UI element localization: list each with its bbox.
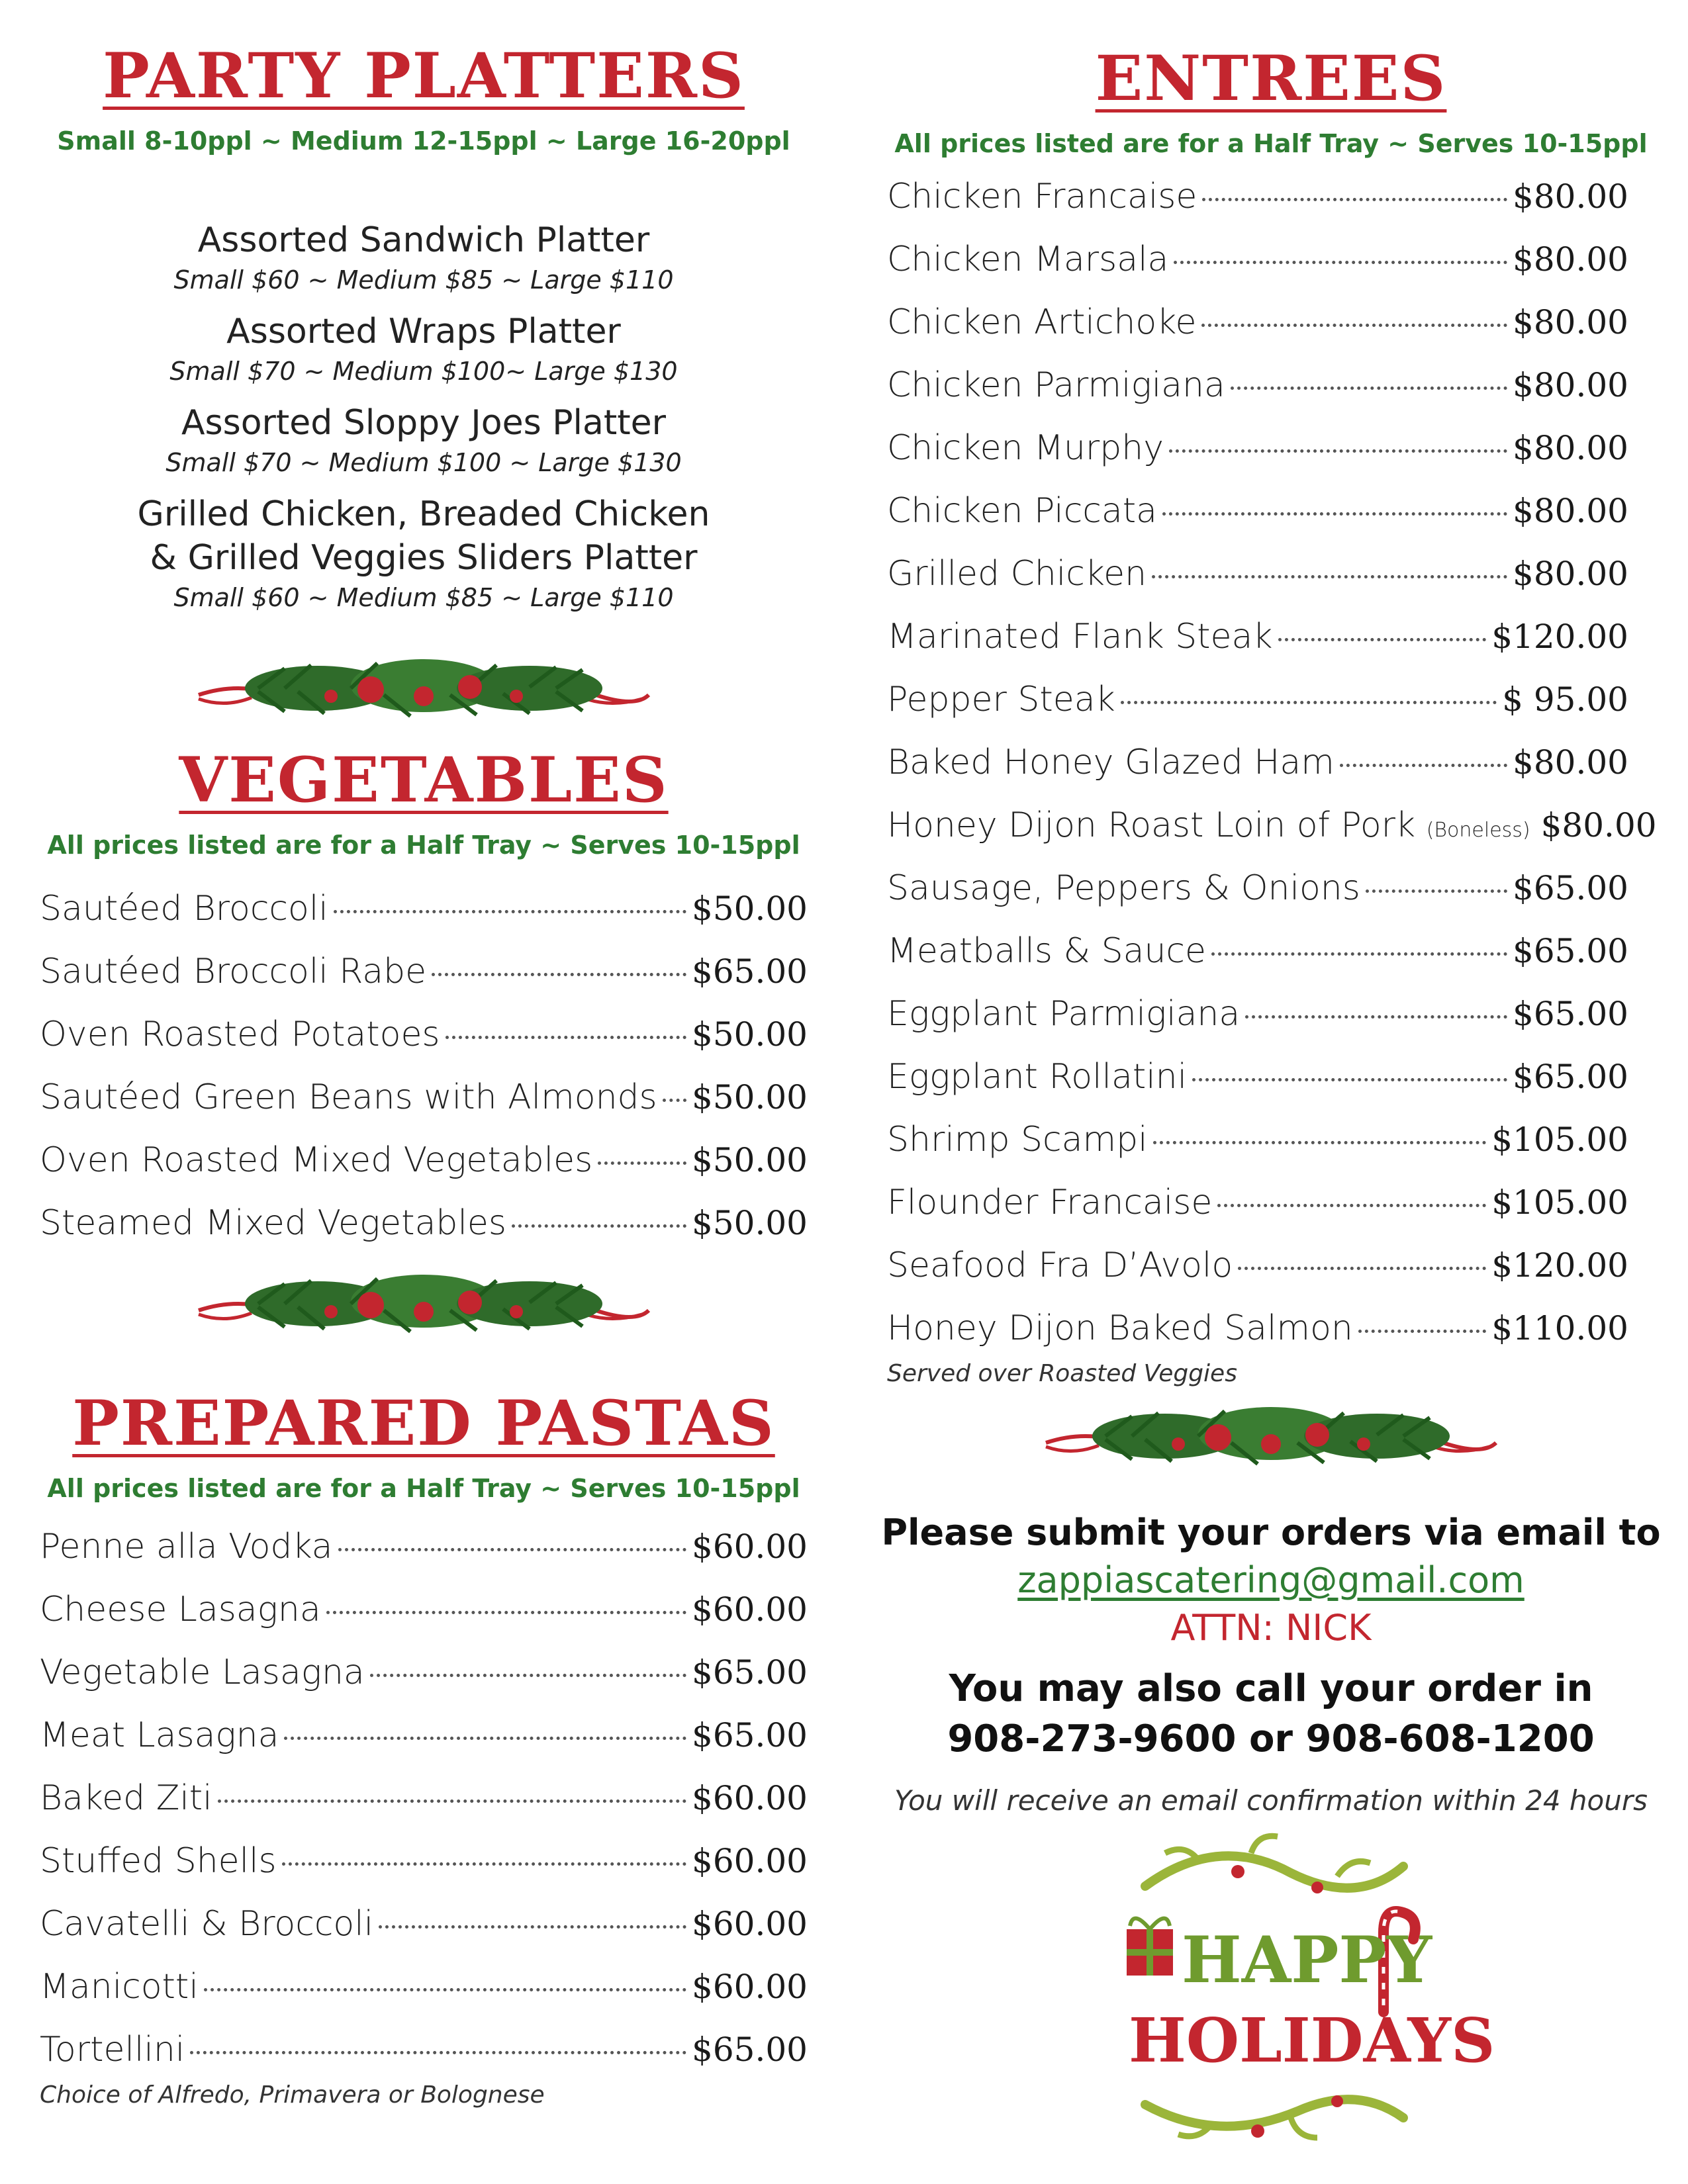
salmon-note: Served over Roasted Veggies [887, 1360, 1237, 1387]
dot-leader [663, 1099, 686, 1102]
dot-leader [284, 1737, 686, 1740]
entrees-list [887, 165, 1657, 1387]
pastas-section [26, 1387, 821, 1504]
platter-name: Assorted Wraps Platter [226, 312, 621, 351]
item-name: Seafood Fra D’Avolo [887, 1246, 1233, 1285]
attn-label: ATTN: NICK [1170, 1607, 1372, 1649]
item-price: $50.00 [692, 889, 808, 928]
dot-leader [445, 1036, 687, 1039]
item-price: $80.00 [1513, 303, 1628, 341]
dot-leader [598, 1161, 686, 1165]
item-name: Grilled Chicken [887, 554, 1147, 594]
entrees-subtitle: All prices listed are for a Half Tray ~ Serves 10-15ppl [894, 129, 1648, 159]
item-name: Chicken Murphy [887, 428, 1164, 468]
menu-item [887, 606, 1628, 668]
item-name: Vegetable Lasagna [40, 1653, 365, 1692]
dot-leader [326, 1611, 686, 1614]
dot-leader [1153, 1141, 1487, 1144]
menu-item [887, 1297, 1628, 1360]
platter-name: Grilled Chicken, Breaded Chicken [137, 494, 710, 534]
dot-leader [1202, 198, 1507, 201]
menu-item [40, 940, 808, 1003]
item-name [887, 794, 1530, 862]
party-platters-section [26, 42, 821, 156]
item-name: Oven Roasted Potatoes [40, 1015, 440, 1054]
party-platters-title: PARTY PLATTERS [103, 40, 745, 113]
entrees-title: ENTREES [1095, 42, 1447, 115]
vegetables-subtitle: All prices listed are for a Half Tray ~ Serves 10-15ppl [47, 831, 800, 860]
menu-item [40, 1129, 808, 1192]
vegetables-list [40, 878, 808, 1255]
item-price: $80.00 [1513, 492, 1628, 530]
item-name: Baked Ziti [40, 1778, 212, 1818]
item-name: Eggplant Parmigiana [887, 994, 1241, 1034]
menu-item [887, 291, 1628, 354]
item-name: Shrimp Scampi [887, 1120, 1148, 1160]
menu-item [887, 794, 1657, 857]
dot-leader [1162, 512, 1507, 516]
menu-item [887, 1109, 1628, 1171]
item-name: Sautéed Broccoli [40, 889, 328, 929]
menu-item [887, 920, 1628, 983]
platter-name: Assorted Sloppy Joes Platter [181, 403, 667, 443]
item-price: $80.00 [1513, 555, 1628, 593]
party-platters-subtitle: Small 8-10ppl ~ Medium 12-15ppl ~ Large 16-20ppl [57, 126, 790, 156]
garland-decoration [1033, 1403, 1509, 1476]
item-price: $80.00 [1513, 743, 1628, 782]
dot-leader [432, 973, 686, 976]
confirmation-note: You will receive an email confirmation within 24 hours [894, 1784, 1648, 1817]
item-name: Cavatelli & Broccoli [40, 1904, 374, 1944]
menu-item [887, 417, 1628, 480]
item-name: Sausage, Peppers & Onions [887, 868, 1360, 908]
item-price: $ 95.00 [1502, 680, 1628, 719]
item-name: Baked Honey Glazed Ham [887, 743, 1335, 782]
submit-instruction: Please submit your orders via email to [881, 1512, 1661, 1553]
holidays-word: HOLIDAYS [1129, 2005, 1495, 2076]
menu-item [887, 1234, 1628, 1297]
dot-leader [190, 2051, 686, 2054]
pastas-subtitle: All prices listed are for a Half Tray ~ Serves 10-15ppl [47, 1474, 800, 1504]
item-name: Pepper Steak [887, 680, 1115, 719]
platter-name: & Grilled Veggies Sliders Platter [150, 538, 698, 578]
dot-leader [1358, 1330, 1486, 1333]
menu-item [40, 2019, 808, 2081]
item-name: Chicken Parmigiana [887, 365, 1225, 405]
platter-prices: Small $60 ~ Medium $85 ~ Large $110 [173, 265, 674, 295]
dot-leader [1278, 638, 1487, 641]
item-name: Cheese Lasagna [40, 1590, 321, 1629]
item-name: Stuffed Shells [40, 1841, 277, 1881]
menu-item [40, 1830, 808, 1893]
dot-leader [1340, 764, 1507, 767]
item-name: Sautéed Broccoli Rabe [40, 952, 427, 991]
dot-leader [218, 1799, 686, 1803]
item-price: $65.00 [692, 1716, 808, 1754]
dot-leader [512, 1224, 686, 1228]
dot-leader [1245, 1015, 1507, 1019]
item-name: Marinated Flank Steak [887, 617, 1273, 657]
item-price: $80.00 [1513, 240, 1628, 279]
menu-item [887, 165, 1628, 228]
item-price: $60.00 [692, 1968, 808, 2006]
menu-item [40, 1704, 808, 1767]
item-name: Tortellini [40, 2030, 185, 2070]
dot-leader [1121, 701, 1497, 704]
email-link[interactable]: zappiascatering@gmail.com [1017, 1559, 1524, 1601]
item-name: Chicken Francaise [887, 177, 1197, 216]
menu-item [40, 1192, 808, 1255]
item-name: Sautéed Green Beans with Almonds [40, 1077, 657, 1117]
happy-word: HAPPY [1182, 1923, 1432, 1997]
item-name: Steamed Mixed Vegetables [40, 1203, 506, 1243]
entrees-section [874, 42, 1668, 159]
garland-decoration [185, 655, 662, 728]
item-price: $105.00 [1491, 1183, 1628, 1222]
item-name: Oven Roasted Mixed Vegetables [40, 1140, 593, 1180]
dot-leader [334, 910, 686, 913]
menu-item [887, 543, 1628, 606]
dot-leader [204, 1988, 686, 1991]
item-price: $50.00 [692, 1078, 808, 1116]
item-price: $80.00 [1540, 806, 1657, 844]
platter-prices: Small $70 ~ Medium $100 ~ Large $130 [165, 448, 682, 477]
item-price: $65.00 [1513, 932, 1628, 970]
pastas-title: PREPARED PASTAS [72, 1387, 775, 1460]
item-price: $50.00 [692, 1141, 808, 1179]
item-price: $105.00 [1491, 1120, 1628, 1159]
vegetables-section [26, 744, 821, 860]
dot-leader [1231, 387, 1507, 390]
platter-item [26, 401, 821, 480]
dot-leader [1192, 1078, 1507, 1081]
item-price: $110.00 [1491, 1309, 1628, 1347]
item-price: $80.00 [1513, 429, 1628, 467]
item-price: $120.00 [1491, 1246, 1628, 1285]
item-price: $65.00 [692, 952, 808, 991]
menu-item [40, 1956, 808, 2019]
menu-item [887, 228, 1628, 291]
item-name: Meatballs & Sauce [887, 931, 1206, 971]
menu-item [40, 878, 808, 940]
phone-numbers[interactable]: 908-273-9600 or 908-608-1200 [947, 1717, 1595, 1760]
dot-leader [370, 1674, 686, 1677]
item-price: $60.00 [692, 1842, 808, 1880]
item-price: $60.00 [692, 1779, 808, 1817]
menu-item [887, 1171, 1628, 1234]
pasta-note: Choice of Alfredo, Primavera or Bolognese [40, 2081, 545, 2109]
item-price: $65.00 [692, 1653, 808, 1692]
item-price: $60.00 [692, 1590, 808, 1629]
item-name: Honey Dijon Baked Salmon [887, 1308, 1353, 1348]
menu-item [887, 857, 1628, 920]
item-price: $50.00 [692, 1015, 808, 1054]
item-name: Penne alla Vodka [40, 1527, 333, 1567]
garland-decoration [185, 1271, 662, 1343]
item-name: Chicken Piccata [887, 491, 1158, 531]
item-name: Meat Lasagna [40, 1715, 279, 1755]
item-name-qualifier: (Boneless) [1426, 819, 1530, 842]
pastas-list [40, 1516, 808, 2109]
call-instruction: You may also call your order in [949, 1667, 1593, 1710]
item-price: $65.00 [1513, 869, 1628, 907]
platter-item [26, 218, 821, 298]
dot-leader [1152, 575, 1507, 578]
item-price: $80.00 [1513, 177, 1628, 216]
menu-item [887, 354, 1628, 417]
platter-name: Assorted Sandwich Platter [197, 220, 650, 260]
menu-item [887, 668, 1628, 731]
menu-item [40, 1578, 808, 1641]
platter-item [26, 310, 821, 389]
item-price: $50.00 [692, 1204, 808, 1242]
platter-list [26, 218, 821, 627]
dot-leader [1174, 261, 1507, 264]
dot-leader [1217, 1204, 1486, 1207]
dot-leader [282, 1862, 686, 1866]
item-price: $60.00 [692, 1527, 808, 1566]
item-price: $80.00 [1513, 366, 1628, 404]
item-price: $120.00 [1491, 617, 1628, 656]
item-name: Flounder Francaise [887, 1183, 1213, 1222]
item-price: $65.00 [1513, 1058, 1628, 1096]
contact-section [874, 1509, 1668, 1817]
menu-item [40, 1516, 808, 1578]
dot-leader [1238, 1267, 1486, 1270]
vegetables-title: VEGETABLES [179, 744, 669, 817]
item-name: Chicken Marsala [887, 240, 1169, 279]
dot-leader [1211, 952, 1507, 956]
dot-leader [338, 1548, 687, 1551]
menu-item [40, 1003, 808, 1066]
item-price: $65.00 [1513, 995, 1628, 1033]
menu-item [40, 1767, 808, 1830]
menu-item [40, 1641, 808, 1704]
item-name: Manicotti [40, 1967, 199, 2007]
menu-item [887, 731, 1628, 794]
menu-item [40, 1893, 808, 1956]
item-name: Eggplant Rollatini [887, 1057, 1188, 1097]
dot-leader [379, 1925, 686, 1929]
menu-item [40, 1066, 808, 1129]
dot-leader [1201, 324, 1507, 327]
menu-item [887, 983, 1628, 1046]
happy-holidays-graphic [1119, 1840, 1495, 2151]
menu-item [887, 480, 1628, 543]
platter-prices: Small $70 ~ Medium $100~ Large $130 [169, 357, 678, 386]
dot-leader [1169, 449, 1507, 453]
platter-prices: Small $60 ~ Medium $85 ~ Large $110 [173, 583, 674, 612]
item-price: $60.00 [692, 1905, 808, 1943]
item-name-main: Honey Dijon Roast Loin of Pork [887, 805, 1416, 845]
platter-item [26, 492, 821, 615]
menu-item [887, 1046, 1628, 1109]
item-price: $65.00 [692, 2030, 808, 2069]
item-name: Chicken Artichoke [887, 302, 1197, 342]
dot-leader [1366, 889, 1507, 893]
